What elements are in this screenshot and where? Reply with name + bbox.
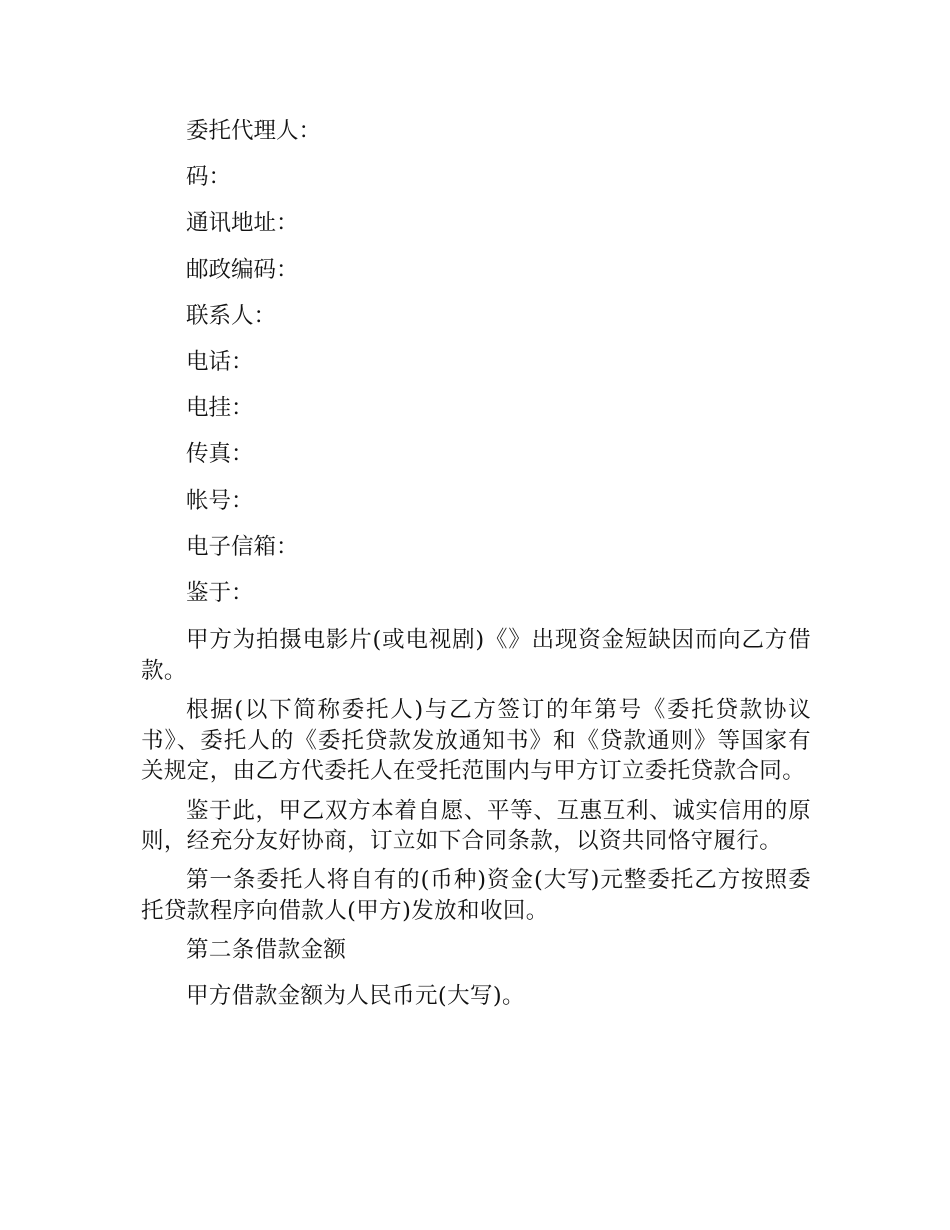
field-whereas: 鉴于： [186, 579, 254, 606]
field-email: 电子信箱： [186, 533, 299, 560]
field-phone: 电话： [186, 348, 254, 375]
field-fax: 传真： [186, 441, 254, 468]
field-mailing-address: 通讯地址： [186, 210, 299, 237]
field-code: 码： [186, 164, 232, 191]
paragraph-article-2-heading: 第二条借款金额 [186, 937, 347, 964]
field-contact-person: 联系人： [186, 302, 277, 329]
field-entrusted-agent: 委托代理人： [186, 118, 322, 144]
paragraph-loan-purpose: 甲方为拍摄电影片(或电视剧)《》出现资金短缺因而向乙方借款。 [141, 627, 811, 684]
field-account-number: 帐号： [186, 487, 254, 514]
field-postal-code: 邮政编码： [186, 256, 299, 283]
paragraph-loan-amount: 甲方借款金额为人民币元(大写)。 [186, 983, 525, 1010]
document-body [141, 108, 811, 1027]
paragraph-article-1: 第一条委托人将自有的(币种)资金(大写)元整委托乙方按照委托贷款程序向借款人(甲方)发放和收回。 [141, 867, 811, 925]
paragraph-legal-basis: 根据(以下简称委托人)与乙方签订的年第号《委托贷款协议书》、委托人的《委托贷款发放通知书》和《贷款通则》等国家有关规定，由乙方代委托人在受托范围内与甲方订立委托贷款合同。 [141, 696, 811, 785]
paragraph-principles: 鉴于此，甲乙双方本着自愿、平等、互惠互利、诚实信用的原则，经充分友好协商，订立如下合同条款，以资共同恪守履行。 [141, 797, 811, 855]
field-telegraph: 电挂： [186, 395, 254, 422]
